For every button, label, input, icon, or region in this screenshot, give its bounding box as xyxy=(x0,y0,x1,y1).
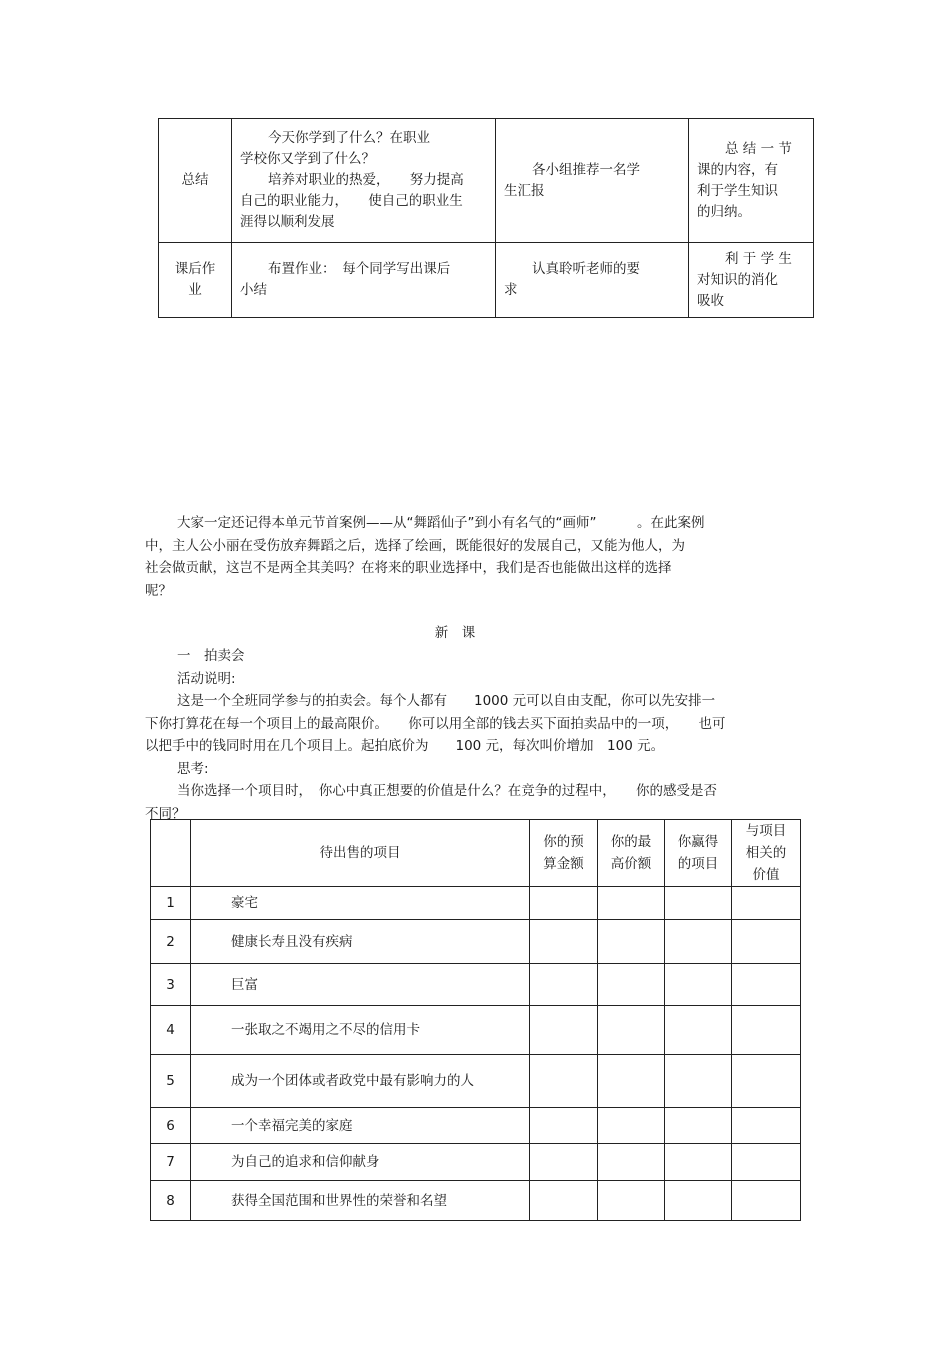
budget-cell xyxy=(530,964,598,1006)
value-cell xyxy=(732,1055,801,1108)
budget-cell xyxy=(530,1108,598,1144)
row-number: 4 xyxy=(151,1006,191,1055)
row-item: 为自己的追求和信仰献身 xyxy=(191,1144,530,1181)
won-cell xyxy=(665,887,732,920)
table-row xyxy=(151,1144,801,1181)
table-row xyxy=(151,964,801,1006)
max-price-cell xyxy=(598,1006,665,1055)
activity-block: 一 拍卖会 活动说明: 这是一个全班同学参与的拍卖会。每个人都有 1000 元可以自由支配，你可以先安排一 下你打算花在每一个项目上的最高限价。 你可以用全部的钱去买下面拍卖品中的一项， 也可 以把手中的钱同时用在几个项目上。起拍底价为 100 元，每次叫价增加 100 元。 思考: 当你选择一个项目时， 你心中真正想要的价值是什么？在竞争的过程中， 你的感受是否 不同？ xyxy=(145,645,805,825)
row-item: 成为一个团体或者政党中最有影响力的人 xyxy=(191,1055,530,1108)
row-number: 5 xyxy=(151,1055,191,1108)
row-number: 6 xyxy=(151,1108,191,1144)
row-number: 2 xyxy=(151,920,191,964)
table-row xyxy=(151,1181,801,1221)
value-cell xyxy=(732,1108,801,1144)
header-max-price: 你的最 高价额 xyxy=(598,820,665,887)
table-row xyxy=(151,1108,801,1144)
table-row xyxy=(151,920,801,964)
max-price-cell xyxy=(598,1181,665,1221)
max-price-cell xyxy=(598,1144,665,1181)
header-value: 与项目 相关的 价值 xyxy=(732,820,801,887)
row-number: 1 xyxy=(151,887,191,920)
table-row xyxy=(151,1055,801,1108)
max-price-cell xyxy=(598,964,665,1006)
row-number: 8 xyxy=(151,1181,191,1221)
table-row xyxy=(151,1006,801,1055)
header-budget: 你的预 算金额 xyxy=(530,820,598,887)
value-cell xyxy=(732,920,801,964)
student-activity-cell: 认真聆听老师的要 求 xyxy=(496,243,689,318)
think-label: 思考: xyxy=(177,760,209,777)
value-cell xyxy=(732,887,801,920)
table-row xyxy=(151,887,801,920)
row-number: 3 xyxy=(151,964,191,1006)
header-item: 待出售的项目 xyxy=(191,820,530,887)
max-price-cell xyxy=(598,920,665,964)
lesson-plan-table xyxy=(158,118,814,318)
budget-cell xyxy=(530,1181,598,1221)
row-item: 一个幸福完美的家庭 xyxy=(191,1108,530,1144)
budget-cell xyxy=(530,887,598,920)
budget-cell xyxy=(530,1006,598,1055)
design-purpose-cell: 总 结 一 节 课的内容，有 利于学生知识 的归纳。 xyxy=(689,119,814,243)
won-cell xyxy=(665,1108,732,1144)
won-cell xyxy=(665,920,732,964)
value-cell xyxy=(732,1181,801,1221)
table-header-row xyxy=(151,820,801,887)
won-cell xyxy=(665,1181,732,1221)
table-row xyxy=(159,243,814,318)
budget-cell xyxy=(530,1055,598,1108)
max-price-cell xyxy=(598,887,665,920)
value-cell xyxy=(732,964,801,1006)
auction-table xyxy=(150,819,801,1221)
row-label-summary: 总结 xyxy=(159,119,232,243)
teacher-activity-cell: 今天你学到了什么？在职业 学校你又学到了什么？ 培养对职业的热爱， 努力提高 自己的职业能力， 使自己的职业生 涯得以顺利发展 xyxy=(232,119,496,243)
max-price-cell xyxy=(598,1055,665,1108)
won-cell xyxy=(665,1055,732,1108)
won-cell xyxy=(665,964,732,1006)
value-cell xyxy=(732,1144,801,1181)
row-label-homework: 课后作 业 xyxy=(159,243,232,318)
row-item: 一张取之不竭用之不尽的信用卡 xyxy=(191,1006,530,1055)
value-cell xyxy=(732,1006,801,1055)
header-won: 你赢得 的项目 xyxy=(665,820,732,887)
table-row xyxy=(159,119,814,243)
design-purpose-cell: 利 于 学 生 对知识的消化 吸收 xyxy=(689,243,814,318)
budget-cell xyxy=(530,920,598,964)
won-cell xyxy=(665,1006,732,1055)
row-item: 获得全国范围和世界性的荣誉和名望 xyxy=(191,1181,530,1221)
won-cell xyxy=(665,1144,732,1181)
budget-cell xyxy=(530,1144,598,1181)
max-price-cell xyxy=(598,1108,665,1144)
section-title: 新 课 xyxy=(434,625,476,641)
section-heading: 一 拍卖会 xyxy=(177,648,245,664)
row-item: 巨富 xyxy=(191,964,530,1006)
teacher-activity-cell: 布置作业： 每个同学写出课后 小结 xyxy=(232,243,496,318)
activity-label: 活动说明: xyxy=(177,670,236,687)
student-activity-cell: 各小组推荐一名学 生汇报 xyxy=(496,119,689,243)
intro-paragraph: 大家一定还记得本单元节首案例——从“舞蹈仙子”到小有名气的“画师” 。在此案例 中，主人公小丽在受伤放弃舞蹈之后，选择了绘画，既能很好的发展自己，又能为他人，为 社会做贡献，这岂不是两全其美吗？在将来的职业选择中，我们是否也能做出这样的选择 呢？ xyxy=(145,515,705,599)
header-number xyxy=(151,820,191,887)
row-item: 豪宅 xyxy=(191,887,530,920)
row-number: 7 xyxy=(151,1144,191,1181)
row-item: 健康长寿且没有疾病 xyxy=(191,920,530,964)
